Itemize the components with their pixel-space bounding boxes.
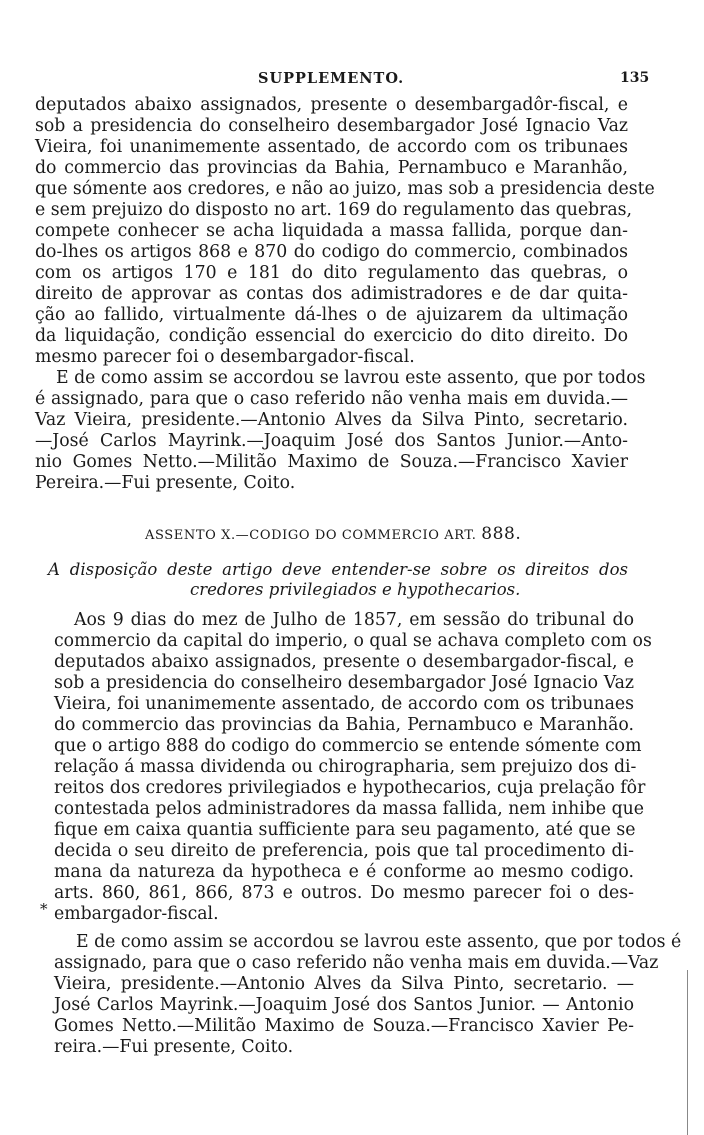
margin-asterisk: * — [40, 900, 48, 918]
summary-line: A disposição deste artigo deve entender-se sobre os direitos dos — [48, 560, 628, 579]
text-line: do commercio das provincias da Bahia, Pernambuco e Maranhão. — [54, 715, 634, 735]
text-line: embargador-fiscal. — [54, 904, 219, 924]
running-title: SUPPLEMENTO. — [258, 70, 405, 87]
text-line: José Carlos Mayrink.—Joaquim José dos Santos Junior. — Antonio — [54, 995, 634, 1015]
page-number: 135 — [620, 70, 650, 86]
text-line: commercio da capital do imperio, o qual se achava completo com os — [54, 631, 652, 651]
text-line: do commercio das provincias da Bahia, Pernambuco e Maranhão, — [35, 158, 628, 178]
text-line: E de como assim se accordou se lavrou este assento, que por todos — [56, 368, 646, 388]
section-heading-text: ASSENTO X.—CODIGO DO COMMERCIO ART. — [145, 528, 477, 543]
text-line: sob a presidencia do conselheiro desembargador José Ignacio Vaz — [54, 673, 634, 693]
text-line: Vieira, foi unanimemente assentado, de accordo com os tribunaes — [54, 694, 634, 714]
text-line: Gomes Netto.—Militão Maximo de Souza.—Francisco Xavier Pe- — [54, 1016, 634, 1036]
text-line: que o artigo 888 do codigo do commercio se entende sómente com — [54, 736, 642, 756]
text-line: mesmo parecer foi o desembargador-fiscal. — [35, 347, 415, 367]
text-line: relação á massa dividenda ou chirographaria, sem prejuizo dos di- — [54, 757, 637, 777]
text-line: reitos dos credores privilegiados e hypothecarios, cuja prelação fôr — [54, 778, 646, 798]
text-line: arts. 860, 861, 866, 873 e outros. Do mesmo parecer foi o des- — [54, 883, 634, 903]
text-line: Vaz Vieira, presidente.—Antonio Alves da Silva Pinto, secretario. — [35, 410, 628, 430]
text-line: Aos 9 dias do mez de Julho de 1857, em sessão do tribunal do — [74, 610, 634, 630]
text-line: reira.—Fui presente, Coito. — [54, 1037, 294, 1057]
text-line: deputados abaixo assignados, presente o desembargador-fiscal, e — [54, 652, 634, 672]
text-line: Vieira, presidente.—Antonio Alves da Silva Pinto, secretario. — — [54, 974, 634, 994]
text-line: deputados abaixo assignados, presente o desembargadôr-fiscal, e — [35, 95, 628, 115]
text-line: é assignado, para que o caso referido não venha mais em duvida.— — [35, 389, 628, 409]
text-line: da liquidação, condição essencial do exercicio do dito direito. Do — [35, 326, 628, 346]
text-line: contestada pelos administradores da massa fallida, nem inhibe que — [54, 799, 645, 819]
text-line: sob a presidencia do conselheiro desembargador José Ignacio Vaz — [35, 116, 628, 136]
text-line: do-lhes os artigos 868 e 870 do codigo do commercio, combinados — [35, 242, 628, 262]
text-line: assignado, para que o caso referido não venha mais em duvida.—Vaz — [54, 953, 659, 973]
text-line: que sómente aos credores, e não ao juizo, mas sob a presidencia deste — [35, 179, 655, 199]
text-line: E de como assim se accordou se lavrou este assento, que por todos é — [76, 932, 682, 952]
text-line: Vieira, foi unanimemente assentado, de accordo com os tribunaes — [35, 137, 628, 157]
running-head — [0, 70, 704, 94]
text-line: ção ao fallido, virtualmente dá-lhes o de ajuizarem da ultimação — [35, 305, 628, 325]
text-line: Pereira.—Fui presente, Coito. — [35, 473, 296, 493]
section-heading — [145, 524, 521, 544]
text-line: fique em caixa quantia sufficiente para seu pagamento, até que se — [54, 820, 636, 840]
text-line: compete conhecer se acha liquidada a massa fallida, porque dan- — [35, 221, 628, 241]
summary-line: credores privilegiados e hypothecarios. — [190, 580, 521, 599]
text-line: e sem prejuizo do disposto no art. 169 do regulamento das quebras, — [35, 200, 633, 220]
text-line: —José Carlos Mayrink.—Joaquim José dos Santos Junior.—Anto- — [35, 431, 628, 451]
text-line: decida o seu direito de preferencia, pois que tal procedimento di- — [54, 841, 634, 861]
text-line: nio Gomes Netto.—Militão Maximo de Souza.—Francisco Xavier — [35, 452, 628, 472]
section-heading-article: 888. — [481, 524, 522, 544]
text-line: direito de approvar as contas dos adimistradores e de dar quita- — [35, 284, 628, 304]
text-line: mana da natureza da hypotheca e é conforme ao mesmo codigo. — [54, 862, 634, 882]
text-line: com os artigos 170 e 181 do dito regulamento das quebras, o — [35, 263, 628, 283]
page-edge-line — [687, 970, 688, 1135]
